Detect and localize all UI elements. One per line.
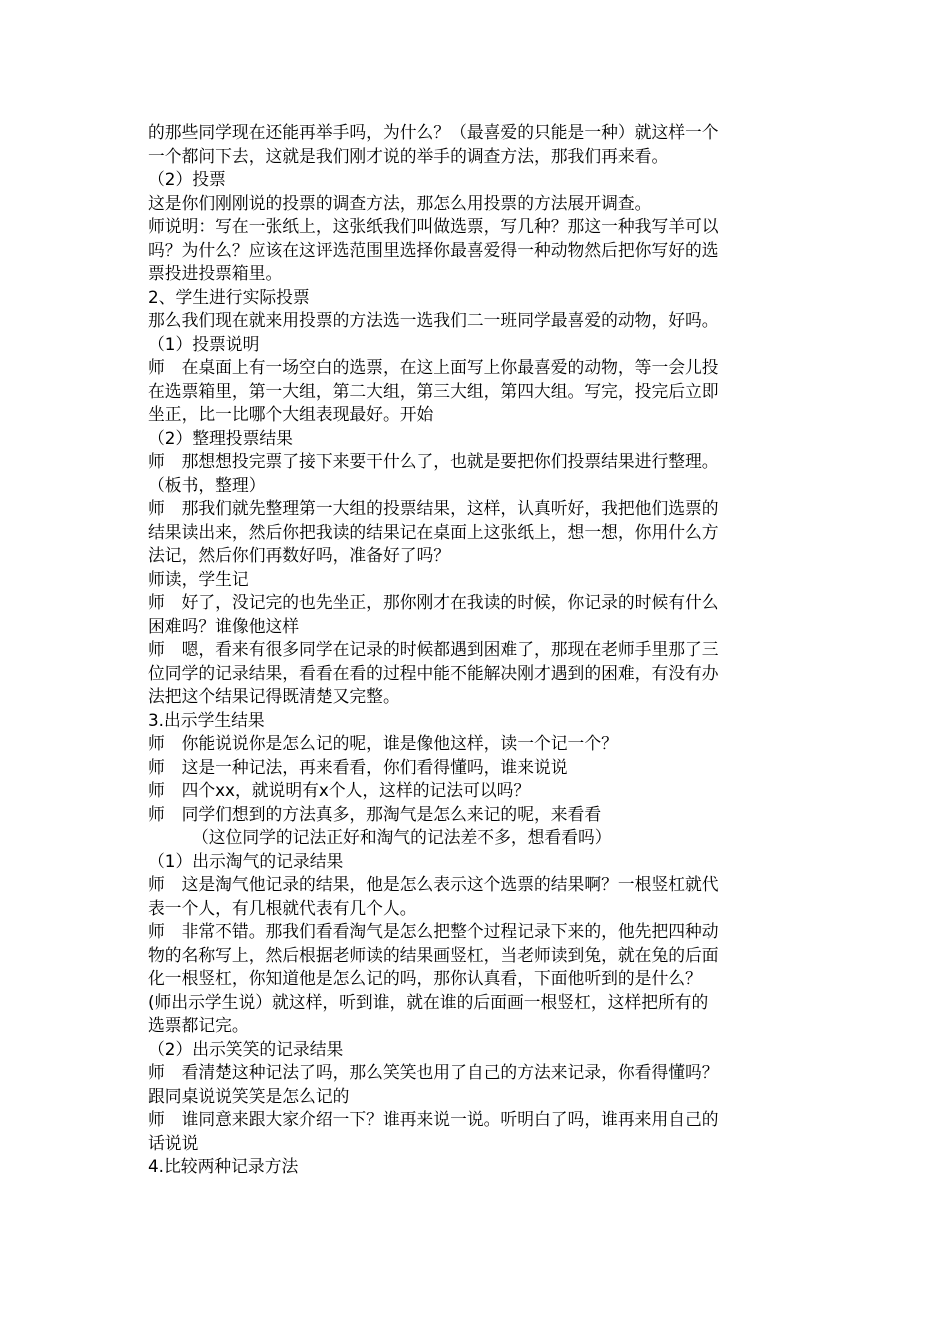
text-line: 师 看清楚这种记法了吗，那么笑笑也用了自己的方法来记录，你看得懂吗？ (148, 1062, 719, 1082)
text-line: 师说明：写在一张纸上，这张纸我们叫做选票，写几种？那这一种我写羊可以 (148, 216, 719, 236)
text-line: 这是你们刚刚说的投票的调查方法，那怎么用投票的方法展开调查。 (148, 192, 652, 213)
text-line: 师 四个xx，就说明有x个人，这样的记法可以吗？ (148, 780, 531, 800)
text-line: 师 非常不错。那我们看看淘气是怎么把整个过程记录下来的，他先把四种动 (148, 921, 719, 941)
section-heading: （1）出示淘气的记录结果 (148, 850, 344, 871)
text-line: 跟同桌说说笑笑是怎么记的 (148, 1085, 350, 1106)
text-line: 的那些同学现在还能再举手吗，为什么？（最喜爱的只能是一种）就这样一个 (148, 122, 719, 142)
text-line: （板书，整理） (148, 474, 266, 495)
text-line: 化一根竖杠，你知道他是怎么记的吗，那你认真看，下面他听到的是什么？ (148, 968, 702, 988)
text-line: (师出示学生说）就这样，听到谁，就在谁的后面画一根竖杠，这样把所有的 (148, 991, 709, 1012)
text-line: 结果读出来，然后你把我读的结果记在桌面上这张纸上，想一想，你用什么方 (148, 521, 719, 542)
text-line: 票投进投票箱里。 (148, 263, 283, 283)
section-heading: 2、学生进行实际投票 (148, 286, 310, 307)
text-line: 位同学的记录结果，看看在看的过程中能不能解决刚才遇到的困难，有没有办 (148, 662, 719, 683)
text-line: （这位同学的记法正好和淘气的记法差不多，想看看吗） (192, 827, 612, 847)
section-heading: （2）投票 (148, 169, 226, 189)
text-line: 师 你能说说你是怎么记的呢，谁是像他这样，读一个记一个？ (148, 733, 618, 753)
text-line: 师 那想想投完票了接下来要干什么了，也就是要把你们投票结果进行整理。 (148, 451, 719, 471)
section-heading: （2）出示笑笑的记录结果 (148, 1038, 344, 1059)
text-line: 那么我们现在就来用投票的方法选一选我们二一班同学最喜爱的动物，好吗。 (148, 310, 719, 330)
text-line: 选票都记完。 (148, 1015, 249, 1035)
text-line: 师读，学生记 (148, 568, 249, 589)
text-line: 师 这是一种记法，再来看看，你们看得懂吗，谁来说说 (148, 756, 568, 777)
text-line: 一个都问下去，这就是我们刚才说的举手的调查方法，那我们再来看。 (148, 145, 669, 166)
text-line: 话说说 (148, 1132, 199, 1153)
document-body (148, 121, 820, 1179)
text-line: 师 在桌面上有一场空白的选票，在这上面写上你最喜爱的动物，等一会儿投 (148, 357, 719, 377)
text-line: 困难吗？谁像他这样 (148, 615, 300, 636)
text-line: 表一个人，有几根就代表有几个人。 (148, 897, 417, 918)
text-line: 师 谁同意来跟大家介绍一下？谁再来说一说。听明白了吗，谁再来用自己的 (148, 1109, 719, 1129)
text-line: 法把这个结果记得既清楚又完整。 (148, 686, 400, 706)
text-line: 师 好了，没记完的也先坐正，那你刚才在我读的时候，你记录的时候有什么 (148, 592, 719, 612)
section-heading: （1）投票说明 (148, 333, 260, 354)
text-line: 师 同学们想到的方法真多，那淘气是怎么来记的呢，来看看 (148, 803, 602, 824)
text-line: 师 这是淘气他记录的结果，他是怎么表示这个选票的结果啊？一根竖杠就代 (148, 874, 719, 894)
section-heading: 3.出示学生结果 (148, 709, 265, 730)
text-line: 法记，然后你们再数好吗，准备好了吗？ (148, 545, 451, 565)
text-line: 物的名称写上，然后根据老师读的结果画竖杠，当老师读到兔，就在兔的后面 (148, 944, 719, 965)
text-line: 吗？为什么？应该在这评选范围里选择你最喜爱得一种动物然后把你写好的选 (148, 239, 719, 260)
section-heading: （2）整理投票结果 (148, 427, 293, 448)
section-heading: 4.比较两种记录方法 (148, 1156, 299, 1176)
text-line: 坐正，比一比哪个大组表现最好。开始 (148, 404, 434, 424)
text-line: 师 嗯，看来有很多同学在记录的时候都遇到困难了，那现在老师手里那了三 (148, 639, 719, 659)
text-line: 在选票箱里，第一大组，第二大组，第三大组，第四大组。写完，投完后立即 (148, 380, 719, 401)
text-line: 师 那我们就先整理第一大组的投票结果，这样，认真听好，我把他们选票的 (148, 498, 719, 518)
